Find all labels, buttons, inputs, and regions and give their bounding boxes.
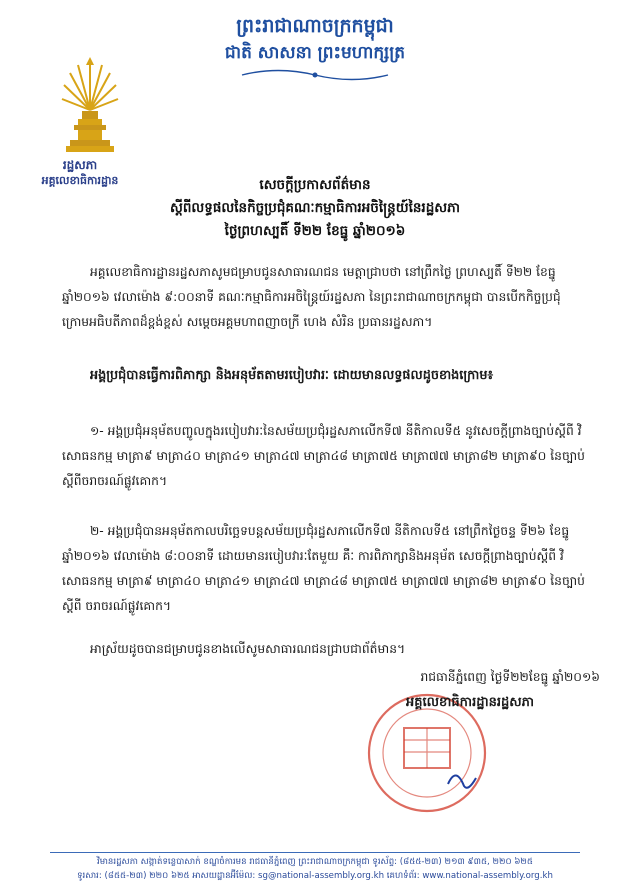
document-title: សេចក្តីប្រកាសព័ត៌មាន bbox=[259, 177, 371, 193]
kingdom-heading: ព្រះរាជាណាចក្រកម្ពុជា bbox=[236, 15, 394, 37]
closing-paragraph: អាស្រ័យដូចបានជម្រាបជូនខាងលើសូមសាធារណជនជ្រាបជាព័ត៌មាន។ bbox=[90, 642, 406, 656]
ornament-divider bbox=[238, 68, 392, 82]
signatory-office: អគ្គលេខាធិការដ្ឋានរដ្ឋសភា bbox=[406, 695, 534, 710]
result-item-2: ២- អង្គប្រជុំបានអនុម័តកាលបរិច្ឆេទបន្តសម័យប្រជុំរដ្ឋសភាលើកទី៧ នីតិកាលទី៥ នៅព្រឹកថ្ងៃចន្ទ ទី២៦ ខែធ្នូ ឆ្នាំ២០១៦ វេលាម៉ោង ៨:០០នាទី ដោយមានរបៀបវារៈតែមួយ គឺៈ ការពិភាក្សានិងអនុម័ត សេចក្តីព្រាងច្បាប់ស្តីពី វិសោធនកម្ម មាត្រា៩ មាត្រា៤០ មាត្រា៤១ មាត្រា៤៧ មាត្រា៤៨ មាត្រា៧៥ មាត្រា៧៧ មាត្រា៨២ មាត្រា៩០ នៃច្បាប់ស្តីពី ចរាចរណ៍ផ្លូវគោក។ bbox=[62, 524, 585, 613]
footer-address: វិមានរដ្ឋសភា សង្កាត់ទន្លេបាសាក់ ខណ្ឌចំការមន រាជធានីភ្នំពេញ ព្រះរាជាណាចក្រកម្ពុជា ទូរស័ព្ទ: (៨៥៥-២៣) ២១៣ ៩៣៥, ២២០ ៦២៥ bbox=[96, 857, 533, 867]
document-date-line: ថ្ងៃព្រហស្បតិ៍ ទី២២ ខែធ្នូ ឆ្នាំ២០១៦ bbox=[224, 223, 406, 239]
assembly-emblem-icon bbox=[60, 55, 120, 155]
intro-paragraph: អគ្គលេខាធិការដ្ឋានរដ្ឋសភាសូមជម្រាបជូនសាធារណជន មេត្តាជ្រាបថា នៅព្រឹកថ្ងៃ ព្រហស្បតិ៍ ទី២២ ខែធ្នូ ឆ្នាំ២០១៦ វេលាម៉ោង ៩:០០នាទី គណៈកម្មាធិការអចិន្ត្រៃយ៍រដ្ឋសភា នៃព្រះរាជាណាចក្រកម្ពុជា បានបើកកិច្ចប្រជុំ ក្រោមអធិបតីភាពដ៏ខ្ពង់ខ្ពស់ សម្តេចអគ្គមហាពញាចក្រី ហេង សំរិន ប្រធានរដ្ឋសភា។ bbox=[62, 265, 561, 329]
footer-contact: ទូរសារ: (៨៥៥-២៣) ២២០ ៦២៥ អាសយដ្ឋានអ៊ីម៉ែល: sg@national-assembly.org.kh គេហទំព័រ: www.national-assembly.org.kh bbox=[77, 871, 553, 881]
results-heading: អង្គប្រជុំបានធ្វើការពិភាក្សា និងអនុម័តតាមរបៀបវារៈ ដោយមានលទ្ធផលដូចខាងក្រោម៖ bbox=[90, 368, 494, 383]
footer-divider bbox=[50, 852, 580, 853]
result-item-1: ១- អង្គប្រជុំអនុម័តបញ្ចូលក្នុងរបៀបវារៈនៃសម័យប្រជុំរដ្ឋសភាលើកទី៧ នីតិកាលទី៥ នូវសេចក្តីព្រាងច្បាប់ស្តីពី វិសោធនកម្ម មាត្រា៩ មាត្រា៤០ មាត្រា៤១ មាត្រា៤៧ មាត្រា៤៨ មាត្រា៧៥ មាត្រា៧៧ មាត្រា៨២ មាត្រា៩០ នៃច្បាប់ស្តីពីចរាចរណ៍ផ្លូវគោក។ bbox=[62, 424, 585, 488]
motto-heading: ជាតិ សាសនា ព្រះមហាក្សត្រ bbox=[224, 43, 406, 63]
issue-date: រាជធានីភ្នំពេញ ថ្ងៃទី២២ខែធ្នូ ឆ្នាំ២០១៦ bbox=[420, 670, 600, 684]
document-subject: ស្តីពីលទ្ធផលនៃកិច្ចប្រជុំគណៈកម្មាធិការអចិន្ត្រៃយ៍នៃរដ្ឋសភា bbox=[169, 200, 460, 216]
org-subname: អគ្គលេខាធិការដ្ឋាន bbox=[41, 174, 119, 187]
org-name: រដ្ឋសភា bbox=[62, 158, 98, 172]
